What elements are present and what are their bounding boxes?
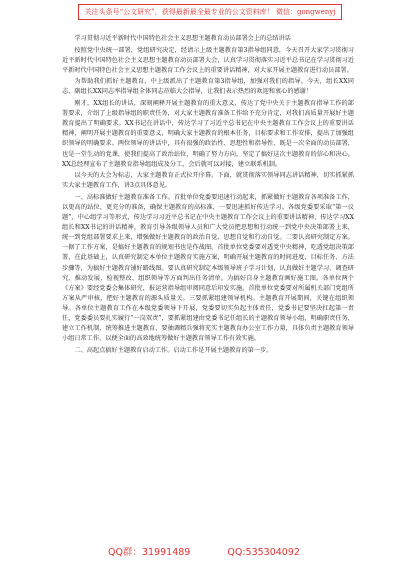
paragraph-section-one: 一、高标准做好主题教育准备工作。首批单位党委要迅速行动起来，抓紧做好主题教育各项准备工作，以更高的站位、更充分的准备，确保主题教育的高标准，一要迅速抓好传达学习。各级党委要采取“第一议题”、中心组学习等形式，传达学习习近平总书记在中央主题教育工作会议上的重要讲话精神，传达学习XX组长和XX书记的讲话精神，教育引导各级领导人员和广大党员把思想和行动统一到党中央决策部署上来，统一到党组部署要求上来，增强做好主题教育的政治自觉、思想自觉和行动自觉。二要认真研究制定方案。一据了工作方案，是搞好主题教育的规划书也是作战图。首批单位党委要对透党中央精神，吃透党组决策部署，在此基础上，认真研究制定本单位主题教育实施方案，明确开展主题教育的时间进度、目标任务、方法步骤等，为搞好主题教育铺好路线图。要认真研究制定本级领导班子学习计划，认真做好主题学习、调查研究、推动发展、检视整改、组织领导等方面判出任务清单。为搞好自身主题教育画好施工图。各单位两个《方案》要经党委会集体研究，报运营指导组审阅同意后印发实施。首批单位党委要对所属机关部门党组所方案从严审核，把好主题教育的源头质量关。三要抓紧组建领导机构。主题教育开展期间，关键在组织领导。各单位主题教育工作在本级党委领导下开展，党委要切实负起主体责任，党委书记要坚决扛起第一责任，党委委员要扎实履行“一岗双责”，要抓紧组建由党委书记任组长的主题教育领导小组，明确职责任务，建立工作机制，统筹推进主题教育，要抽调精兵强将充实主题教育办公室工作力量，具体负责主题教育领导小组日常工作，以便全面的高效地统筹做好主题教育领导工作有效实施。 [62,193,354,343]
header-banner: 关注头条号“公文研究”，获得最新最全最专业的公文资料库！ 微信：gongwenyj [78,4,342,20]
document-title-paragraph: 学习贯彻习近平新时代中国特色社会主义思想主题教育动员部署会上的总结讲话 [74,35,291,42]
document-body [62,34,354,357]
paragraph-transition: 以今天的大会为标志，大家主题教育正式拉开序幕。下面，就贯彻落实领导同志讲话精神，切实抓紧抓实大家主题教育工作，讲3点具体意见。 [62,172,354,190]
paragraph-section-two: 二、高起点搞好主题教育启动工作。启动工作是开展主题教育的第一步。 [74,346,273,354]
footer-qq-number: QQ:535304092 [227,547,300,558]
footer-qq-group: QQ群：31991489 [108,547,191,558]
paragraph-welcome: 为帮助我们抓好主题教育，中上级派出了主题教育第3指导组，加强对我们的指导。今天，组长XX同志、副组长XX同志率指导组全体同志莅临大会指导，让我们表示热烈的欢迎和衷心的感谢！ [62,78,354,96]
footer-contact [0,544,408,558]
paragraph-intro: 按照党中央统一部署，党组研究决定，经请示上级主题教育第3指导组同意，今天召开大家学习贯彻习近平新时代中国特色社会主义思想主题教育动员部署大会，认真学习贯彻落实习近平总书记在学习贯彻习近平新时代中国特色社会主义思想主题教育工作会议上的重要讲话精神，对大家开展主题教育进行动员部署。 [62,46,354,74]
paragraph-review: 刚才，XX组长的讲话，深刻阐释开展主题教育的重大意义，传达了党中央关于主题教育指导工作的部署要求，介绍了上级指导组的职责任务，对大家主题教育准备工作给予充分肯定，对我们高质量开展好主题教育提出了明确要求。XX书记在讲话中，传达学习了习近平总书记在中央主题教育工作会议上的重要讲话精神，阐明开展主题教育的重要意义，明确大家主题教育的根本任务，目标要求和工作安排，提出了加强组织领导的明确要求。两位领导的讲话中，具有很强的政治性、思想性和指导性，既是一次全面的动员部署，也是一堂生动的党课，使我们提高了政治站位，明确了努力方向，坚定了搞好这次主题教育的信心和决心。XX总经理宣布了主题教育指导组组成及分工，会后就可以对接，建立联系机制。 [62,100,354,168]
